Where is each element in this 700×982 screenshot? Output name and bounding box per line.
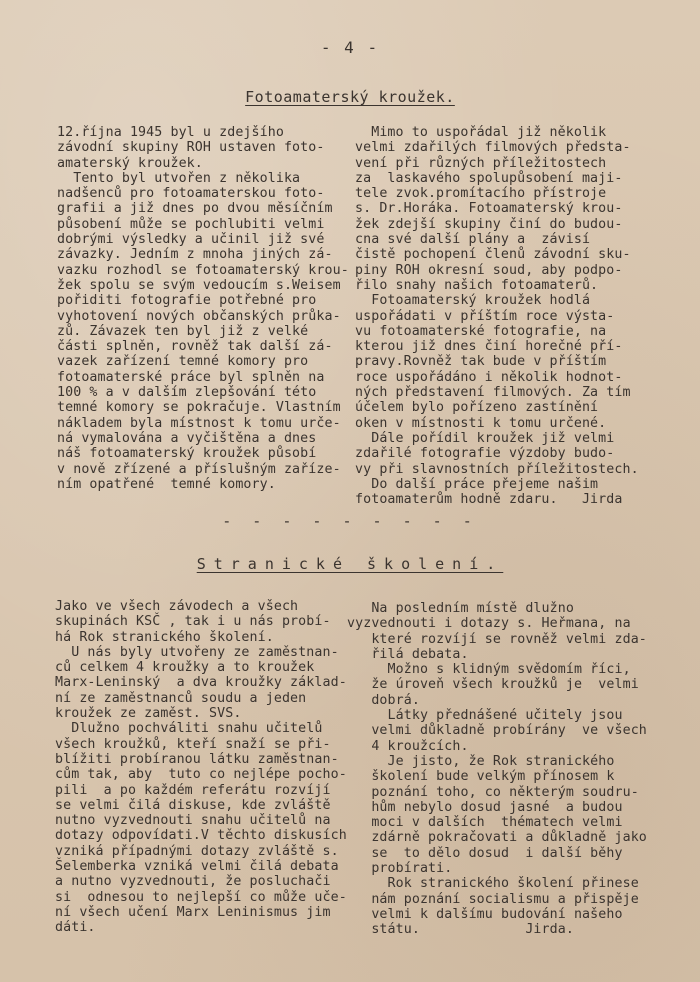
party-training-left-column: Jako ve všech závodech a všech skupinách KSČ , tak i u nás probí- há Rok stranického školení. U nás byly utvořeny ze zaměstnan- ců celkem 4 kroužky a to kroužek Marx-Leninský a dva kroužky základ- ní ze zaměstnanců soudu a jeden kroužek ze zaměst. SVS. Dlužno pochváliti snahu učitelů všech kroužků, kteří snaží se při- blížiti probíranou látku zaměstnan- cům tak, aby tuto co nejlépe pocho- pili a po každém referátu rozvíjí se velmi čilá diskuse, kde zvláště nutno vyzvednouti snahu učitelů na dotazy odpovídati.V těchto diskusích vzniká případnými dotazy zvláště s. Šelemberka vzniká velmi čilá debata a nutno vyzvednouti, že posluchači si odnesou to nejlepší co může uče- ní všech učení Marx Leninismus jim dáti.	[55, 599, 347, 936]
page-number: - 4 -	[320, 38, 380, 57]
photo-club-right-column: Mimo to uspořádal již několik velmi zdařilých filmových předsta- vení při různých příležitostech za laskavého spolupůsobení maji- tele zvok.promítacího přístroje s. Dr.Horáka. Fotoamaterský krou- žek zdejší skupiny činí do budou- cna své další plány a závisí čistě pochopení členů závodní sku- piny ROH okresní soud, aby podpo- řilo snahy našich fotoamaterů. Fotoamaterský kroužek hodlá uspořádati v příštím roce výsta- vu fotoamaterské fotografie, na kterou již dnes činí horečné pří- pravy.Rovněž tak bude v příštím roce uspořádáno i několik hodnot- ných představení filmových. Za tím účelem bylo pořízeno zastínění oken v místnosti k tomu určené. Dále pořídil kroužek již velmi zdařilé fotografie výzdoby budo- vy při slavnostních příležitostech. Do další práce přejeme našim fotoamaterům hodně zdaru. Jirda	[355, 125, 639, 508]
section-title-photo-club: Fotoamaterský kroužek.	[245, 88, 455, 106]
party-training-right-column: Na posledním místě dlužno vyzvednouti i dotazy s. Heřmana, na které rozvíjí se rovněž velmi zda- řilá debata. Možno s klidným svědomím říci, že úroveň všech kroužků je velmi dobrá. Látky přednášené učitely jsou velmi důkladně probírány ve všech 4 kroužcích. Je jisto, že Rok stranického školení bude velkým přínosem k poznání toho, co některým soudru- hům nebylo dosud jasné a budou moci v dalších thématech velmi zdárně pokračovati a důkladně jako se to dělo dosud i další běhy probírati. Rok stranického školení přinese nám poznání socialismu a přispěje velmi k dalšímu budování našeho státu. Jirda.	[347, 601, 647, 938]
section-divider: - - - - - - - - -	[222, 512, 478, 530]
photo-club-left-column: 12.října 1945 byl u zdejšího závodní skupiny ROH ustaven foto- amaterský kroužek. Tento byl utvořen z několika nadšenců pro fotoamaterskou foto- grafii a již dnes po dvou měsíčním působení může se pochlubiti velmi dobrými výsledky a učinil již své závazky. Jedním z mnoha jiných zá- vazku rozhodl se fotoamaterský krou- žek spolu se svým vedoucím s.Weisem pořiditi fotografie potřebné pro vyhotovení nových občanských průka- zů. Závazek ten byl již z velké části splněn, rovněž tak další zá- vazek zařízení temné komory pro fotoamaterské práce byl splněn na 100 % a v dalším zlepšování této temné komory se pokračuje. Vlastním nákladem byla místnost k tomu urče- ná vymalována a vyčištěna a dnes náš fotoamaterský kroužek působí v nově zřízené a příslušným zaříze- ním opatřené temné komory.	[57, 125, 349, 492]
section-title-party-training: Stranické školení.	[196, 555, 504, 573]
